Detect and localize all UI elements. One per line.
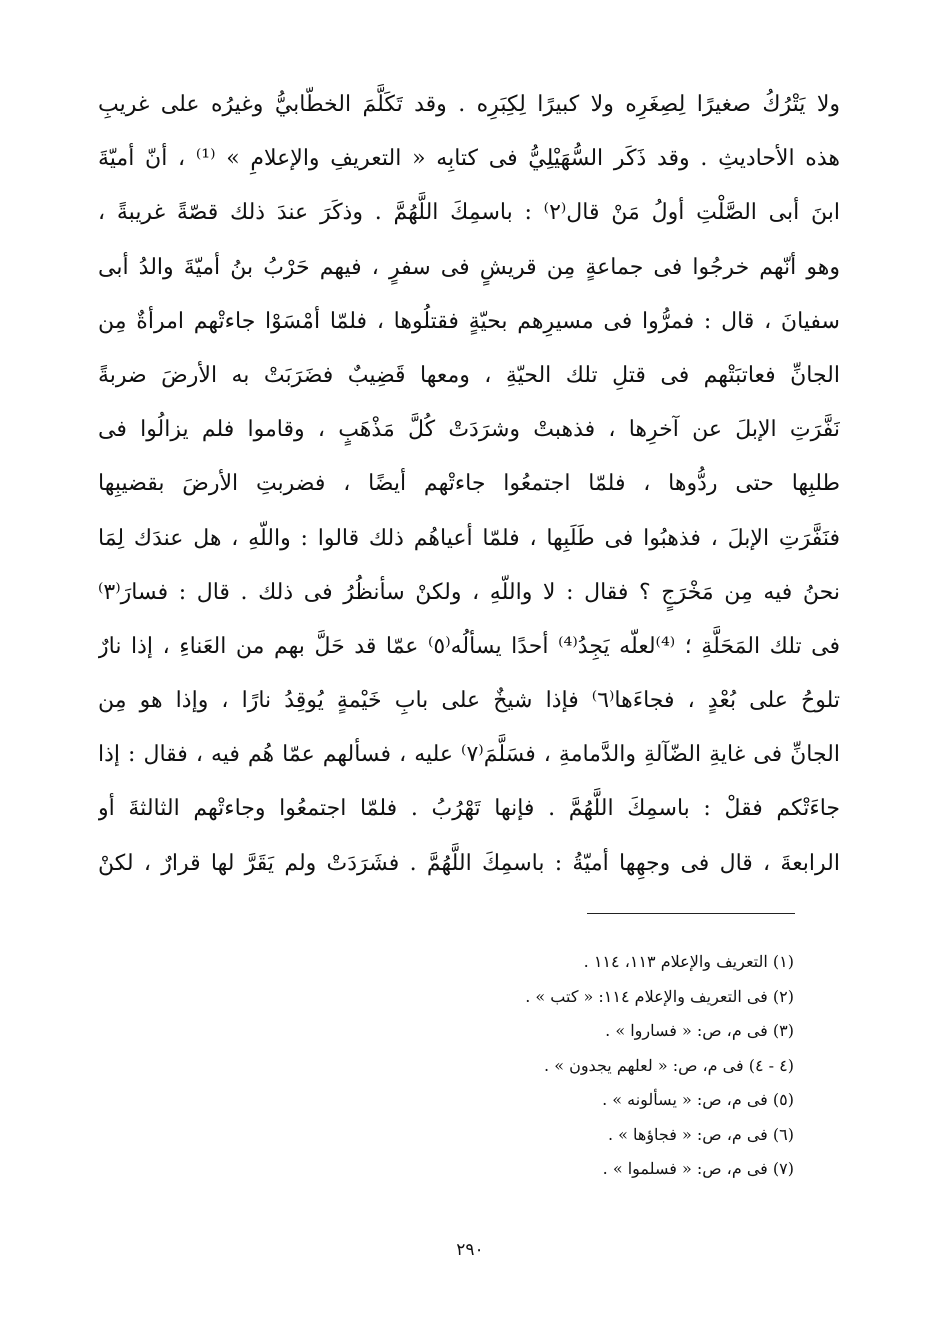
body-line: فنَفَّرَتِ الإبلَ ، فذهبُوا فى طَلَبِها ، فلمّا أعياهُم ذلك قالوا : واللّهِ ، هل عندَك لِمَا (98, 525, 840, 551)
footnote: (٥) فى م، ص: « يسألونه » . (602, 1090, 794, 1109)
body-line: تلوحُ على بُعْدٍ ، فجاءَها⁽٦⁾ فإذا شيخٌ على بابِ خَيْمةٍ يُوقِدُ نارًا ، وإذا هو مِن (98, 688, 840, 714)
footnote-separator (587, 913, 795, 914)
footnote: (٤ - ٤) فى م، ص: « لعلهم يجدون » . (544, 1055, 794, 1075)
body-line: جاءَتْكم فقلْ : باسمِكَ اللَّهُمَّ . فإنها تَهْرُبُ . فلمّا اجتمعُوا وجاءتْهم الثالثةَ أو (98, 796, 840, 822)
body-line: الرابعةَ ، قال فى وجهِها أميّةُ : باسمِكَ اللَّهُمَّ . فشَرَدَتْ ولم يَقَرَّ لها قرارٌ ، لكنْ (98, 850, 840, 876)
body-line: فى تلك المَحَلَّةِ ؛ ⁽⁴⁾لعلّه يَجِدُ⁽⁴⁾ أحدًا يسألُه⁽٥⁾ عمّا قد حَلَّ بهم من العَناءِ ، إذا نارٌ (98, 633, 840, 659)
body-line: ولا يَتْرُكُ صغيرًا لِصِغَرِه ولا كبيرًا لِكِبَرِه . وقد تَكَلَّمَ الخطّابيُّ وغيرُه على غريبِ (98, 92, 840, 117)
body-text (98, 78, 840, 891)
body-line: سفيانَ ، قال : فمرُّوا فى مسيرِهم بحيّةٍ فقتلُوها ، فلمّا أمْسَوْا جاءتْهم امرأةٌ مِن (98, 308, 840, 334)
footnote: (٦) فى م، ص: « فجاؤها » . (607, 1124, 794, 1144)
body-line: ابنَ أبى الصَّلْتِ أولُ مَنْ قال⁽٢⁾ : باسمِكَ اللَّهُمَّ . وذكَرَ عندَ ذلك قصّةً غريبةً ، (98, 200, 840, 226)
body-line: نحنُ فيه مِن مَخْرَجٍ ؟ فقال : لا واللّهِ ، ولكنْ سأنظُرُ فى ذلك . قال : فسارَ⁽٣⁾ (98, 579, 840, 605)
body-line: وهو أنّهم خرجُوا فى جماعةٍ مِن قريشٍ فى سفرٍ ، فيهم حَرْبُ بنُ أميّةَ والدُ أبى (98, 254, 840, 280)
body-line: نَفَّرَتِ الإبلَ عن آخرِها ، فذهبتْ وشرَدَتْ كُلَّ مَذْهَبٍ ، وقاموا فلم يزالُوا فى (98, 417, 840, 443)
footnotes (174, 945, 794, 1187)
body-line: هذه الأحاديثِ . وقد ذَكَر السُّهَيْلِيُّ فى كتابِه « التعريفِ والإعلامِ » ⁽¹⁾ ، أنّ أميّةَ (98, 146, 840, 172)
body-line: الجانِّ فعاتبَتْهم فى قتلِ تلك الحيّةِ ، ومعها قَضِيبٌ فضَرَبَتْ به الأرضَ ضربةً (98, 362, 840, 388)
body-line: طلبِها حتى ردُّوها ، فلمّا اجتمعُوا جاءتْهم أيضًا ، فضربتِ الأرضَ بقضيبِها (98, 471, 840, 497)
page-number: ٢٩٠ (456, 1240, 484, 1260)
footnote: (٧) فى م، ص: « فسلموا » . (602, 1159, 794, 1178)
footnote: (١) التعريف والإعلام ١١٣، ١١٤ . (583, 952, 794, 971)
footnote: (٢) فى التعريف والإعلام ١١٤: « كتب » . (525, 986, 794, 1006)
footnote: (٣) فى م، ص: « فساروا » . (605, 1021, 794, 1040)
body-line: الجانِّ فى غايةِ الضّآلةِ والدَّمامةِ ، فسَلَّمَ⁽٧⁾ عليه ، فسألهم عمّا هُم فيه ، فقال : إذا (98, 742, 840, 768)
